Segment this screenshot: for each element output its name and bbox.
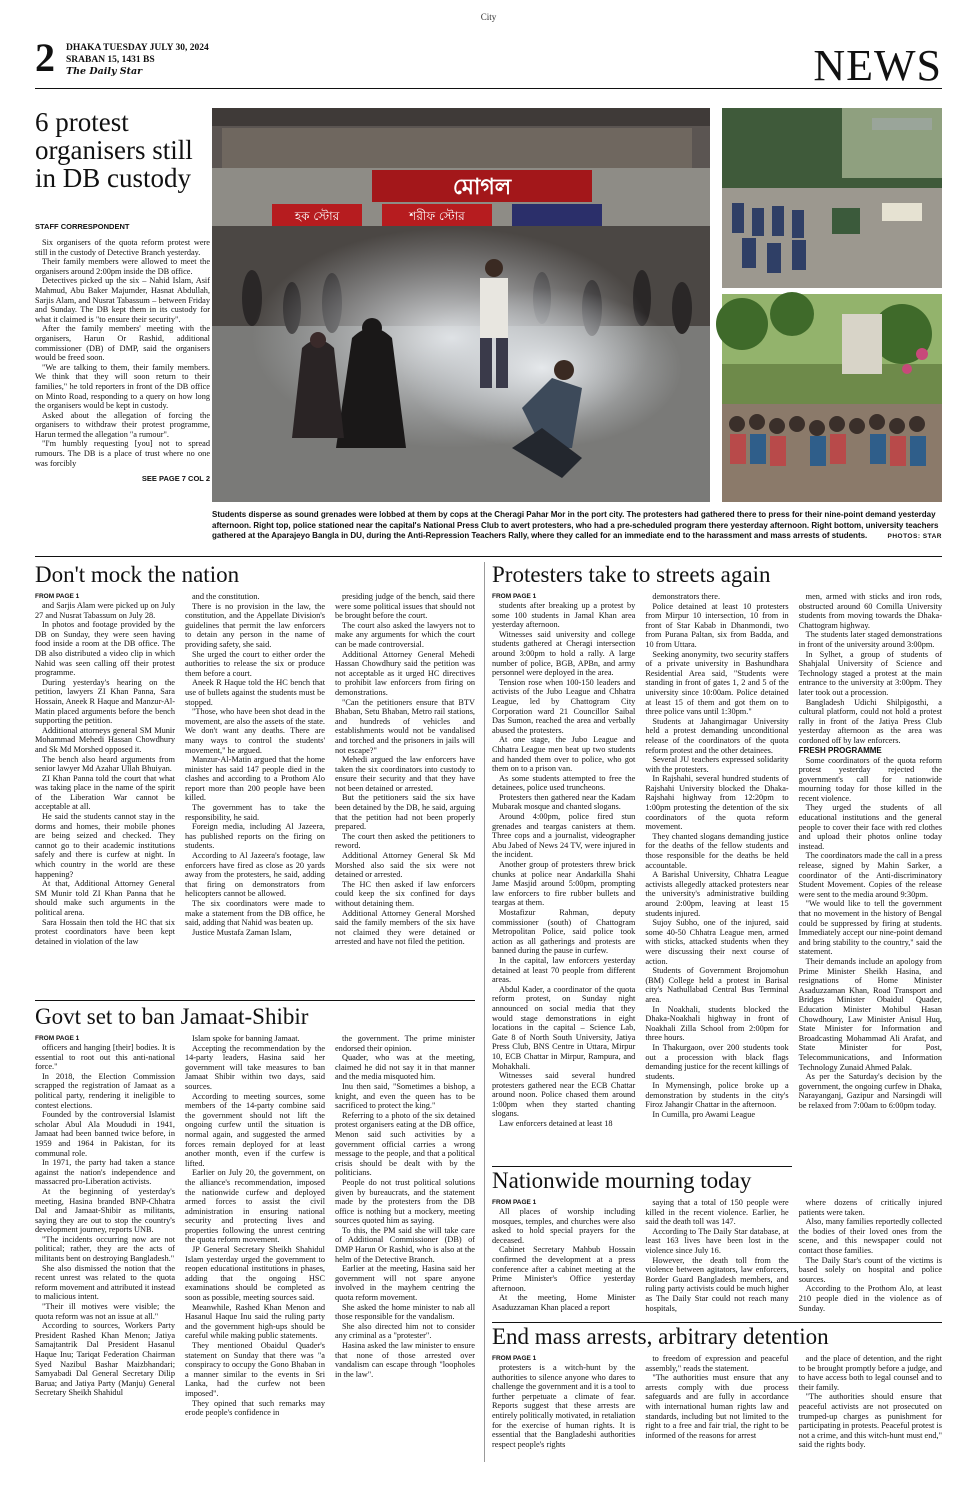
- paragraph: People do not trust political solutions given by bureaucrats, and the statement made by the protesters from the DB office is nothing but a mockery, meeting sources quoted him as saying.: [335, 1177, 475, 1226]
- mock-story: [35, 562, 475, 1028]
- streets-column: [798, 592, 942, 1110]
- jamaat-column: [185, 1034, 325, 1486]
- paragraph: According to The Daily Star database, at least 163 lives have been lost in the violence since July 16.: [645, 1226, 789, 1255]
- shop-sign-text: মোগল: [452, 175, 512, 200]
- streets-story: [492, 562, 942, 1129]
- paragraph: In Mymensingh, police broke up a demonstration by students in the city's Firoz Jahangir Chattar in the afternoon.: [645, 1081, 789, 1110]
- paragraph: They chanted slogans demanding justice for the deaths of the fellow students and those responsible for the deaths be held accountable.: [645, 831, 789, 870]
- paragraph: Witnesses said several hundred protesters gathered near the ECB Chattar around noon. Police chased them around 1:00pm when they started chanting slogans.: [492, 1071, 636, 1119]
- main-photo: [212, 108, 710, 502]
- paragraph: ZI Khan Panna told the court that what was taking place in the name of the spirit of the Liberation War cannot be acceptable at all.: [35, 773, 175, 812]
- teachers-rally-photo: [722, 294, 942, 502]
- paragraph: Mehedi argued the law enforcers have taken the six coordinators into custody to ensure their security and that they have not been detained or arrested.: [335, 755, 475, 793]
- paragraph: and the place of detention, and the right to be brought promptly before a judge, and to have access both to legal counsel and to their family.: [798, 1354, 942, 1392]
- arrests-column: [799, 1354, 942, 1484]
- paragraph: At the meeting, Home Minister Asaduzzaman Khan placed a report: [492, 1293, 636, 1312]
- dateline: [66, 42, 209, 78]
- paragraph: At the beginning of yesterday's meeting, Hasina branded BNP-Chhatra Dal and Jamaat-Shibir as militants, saying they are out to stop the country's development journey, reports UNB.: [35, 1186, 175, 1235]
- paragraph: "The incidents occurring now are not political; rather, they are the acts of militants bent on destroying Bangladesh.": [35, 1234, 175, 1264]
- lead-paragraph: Their family members were allowed to meet the organisers around 2:00pm inside the DB office.: [35, 257, 210, 276]
- shop-sign-text: শরীফ স্টোর: [409, 209, 465, 223]
- paragraph: Several JU teachers expressed solidarity with the protesters.: [645, 755, 789, 774]
- lead-paragraph: Detectives picked up the six – Nahid Islam, Asif Mahmud, Abu Baker Majumder, Hasnat Abdullah, Sarjis Alam, and Nusrat Tabassum – between Friday and Sunday. The DB kept them in its custody for what it claimed is "to ensure their security".: [35, 276, 210, 324]
- paragraph: "Those, who have been shot dead in the movement, are also the assets of the state. We don't want any deaths. There are many ways to control the students' movement," he argued.: [185, 707, 325, 755]
- paragraph: Another group of protesters threw brick chunks at police near Andarkilla Shahi Jame Masjid around 5:00pm, prompting law enforcers to fire rubber bullets and teargas at them.: [492, 860, 636, 908]
- police-photo: [722, 108, 942, 288]
- paragraph: Accepting the recommendation by the 14-party leaders, Hasina said her government will take measures to ban Jamaat Shibir within two days, said sources.: [185, 1043, 325, 1091]
- paragraph: In the capital, law enforcers yesterday detained at least 70 people from different areas.: [492, 955, 636, 985]
- paper-name: The Daily Star: [66, 66, 143, 77]
- paragraph: As some students attempted to free the detainees, police used truncheons.: [492, 773, 636, 793]
- date-line: DHAKA TUESDAY JULY 30, 2024: [66, 43, 209, 53]
- streets-column: [492, 592, 636, 1129]
- from-page-label: FROM PAGE 1: [35, 1035, 80, 1042]
- tear-gas-street-photo: [212, 108, 710, 502]
- paragraph: The students later staged demonstrations in front of the university around 3:00pm.: [798, 630, 942, 649]
- jamaat-headline: Govt set to ban Jamaat-Shibir: [35, 1004, 309, 1029]
- paragraph: According to sources, Workers Party President Rashed Khan Menon; Jatiya Samajtantrik Dal President Hasanul Haque Inu; Tariqat Federation Chairman Syed Nazibul Bashar Maizbhandari; Samyabadi Dal General Secretary Dilip Barua; and Jatiya Party (Manju) General Secretary Sheikh Shahidul: [35, 1321, 175, 1398]
- paragraph: The court then asked the petitioners to reword.: [335, 831, 475, 851]
- mourning-story: [492, 1168, 942, 1322]
- paragraph: She urged the court to either order the authorities to release the six or produce them before a court.: [185, 649, 325, 678]
- paragraph: Around 4:00pm, police fired stun grenades and teargas canisters at them. Three cops and a journalist, videographer Abu Jabed of News 24 TV, were injured in the incident.: [492, 812, 636, 860]
- paragraph: to freedom of expression and peaceful assembly," reads the statement.: [645, 1354, 789, 1373]
- paragraph: Students of Government Brojomohun (BM) College held a protest in Barisal city's Nathullabad Central Bus Terminal area.: [645, 966, 789, 1004]
- paragraph: Sujoy Subho, one of the injured, said some 40-50 Chhatra League men, armed with sticks, attacked students when they were discussing their next course of action.: [645, 918, 789, 966]
- mourning-column: [799, 1198, 942, 1322]
- paragraph: In Noakhali, students blocked the Dhaka-Noakhali highway in front of Noakhali Zilla School from 2:00pm for three hours.: [645, 1004, 789, 1043]
- paragraph: They urged the students of all educational institutions and the general people to cover their face with red clothes and upload their photos online today instead.: [798, 803, 942, 851]
- story-rule: [35, 1000, 475, 1001]
- from-page-label: FROM PAGE 1: [492, 1199, 537, 1206]
- paragraph: The six coordinators were made to make a statement from the DB office, he said, adding that Nahid was beaten up.: [185, 899, 325, 928]
- paragraph: Bangladesh Udichi Shilpigosthi, a cultural platform, could not hold a protest rally in front of the Jatiya Press Club yesterday afternoon as the area was cordoned off by law enforcers.: [798, 697, 942, 745]
- paragraph: She also dismissed the notion that the recent unrest was related to the quota reform movement and attributed it instead to malicious intent.: [35, 1263, 175, 1302]
- paragraph: Law enforcers detained at least 18: [499, 1119, 613, 1129]
- column-divider: [484, 562, 485, 1462]
- paragraph: In 1971, the party had taken a stance against the nation's independence and massacred pro-Liberation activists.: [35, 1158, 175, 1187]
- caption-text: Students disperse as sound grenades were lobbed at them by cops at the Cheragi Pahar Mor in the port city. The protesters had gathered there to press for their nine-point demand yesterday afternoon. Right top, police stationed near the capital's National Press Club to avert protesters, who had a pre-scheduled program there yesterday afternoon. Right bottom, university teachers gathered at the Aparajeyo Bangla in DU, during the Anti-Repression Teachers Rally, where they called for an immediate end to the harassment and mass arrests of students.: [212, 510, 939, 540]
- streets-column: [645, 592, 789, 1120]
- streets-headline: Protesters take to streets again: [492, 562, 771, 587]
- paragraph: In photos and footage provided by the DB on Sunday, they were seen having food inside a room at the DB office. The DB also distributed a video clip in which Nahid was seen calling off their protest programme.: [35, 620, 175, 678]
- paragraph: Earlier on July 20, the government, on the alliance's recommendation, imposed the nationwide curfew and deployed armed forces to assist the civil administration in ensuring national security and protecting lives and properties following the unrest centring the quota reform movement.: [185, 1168, 325, 1245]
- paragraph: Additional Attorney General Mehedi Hassan Chowdhury said the petition was not acceptable as it urged HC directives to prohibit law enforcers from firing on demonstrations.: [335, 649, 475, 697]
- paragraph: Founded by the controversial Islamist scholar Abul Ala Moududi in 1941, Jamaat had been banned twice before, in 1959 and 1964 in Pakistan, for its communal role.: [35, 1110, 175, 1158]
- paragraph: However, the death toll from the violence between agitators, law enforcers, Border Guard Bangladesh members, and ruling party activists could be much higher as The Daily Star could not reach many hospitals,: [645, 1255, 789, 1313]
- arrests-column: [645, 1354, 788, 1484]
- paragraph: Referring to a photo of the six detained protest organisers eating at the DB office, Menon said such activities by a government official carries a wrong message to the people, and that a political crisis should be dealt with by the politicians.: [335, 1110, 475, 1178]
- paragraph: In Sylhet, a group of students of Shahjalal University of Science and Technology staged a protest at the main entrance to the university at 3:00pm. They later took out a procession.: [798, 649, 942, 697]
- lead-body: [35, 238, 210, 483]
- paragraph: There is no provision in the law, the constitution, and the Appellate Division's guidelines that permit the law enforcers to detain any person in the name of providing safety, she said.: [185, 601, 325, 649]
- paragraph: A Barishal University, Chhatra League activists allegedly attacked protesters near the university's administrative building around 2:00pm, leaving at least 15 students injured.: [645, 870, 789, 918]
- paragraph: JP General Secretary Sheikh Shahidul Islam yesterday urged the government to reopen educational institutions in phases, adding that the ongoing HSC examinations should be completed as soon as possible, meeting sources said.: [185, 1245, 325, 1303]
- paragraph: At that, Additional Attorney General SM Munir told ZI Khan Panna that he should make such arguments in the political arena.: [35, 879, 175, 917]
- arrests-column: [492, 1354, 635, 1484]
- paragraph: According to Al Jazeera's footage, law enforcers have fired as close as 20 yards away from the protesters, he said, adding that firing on demonstrators from helicopters cannot be allowed.: [185, 851, 325, 899]
- paragraph: During yesterday's hearing on the petition, lawyers ZI Khan Panna, Sara Hossain, Aneek R Haque and Manzur-Al-Matin placed arguments before the bench supporting the petition.: [35, 677, 175, 726]
- lead-headline: 6 protest organisers still in DB custody: [35, 107, 193, 193]
- shop-sign-text: হক স্টোর: [294, 209, 340, 223]
- paragraph: "The authorities must ensure that any arrests comply with due process safeguards and are fully in accordance with international human rights law and standards, including but not limited to the right to a free and fair trial, the right to be informed of the reasons for arrest: [645, 1373, 789, 1440]
- arrests-headline: End mass arrests, arbitrary detention: [492, 1324, 829, 1349]
- paragraph: In 2018, the Election Commission scrapped the registration of Jamaat as a political party, rendering it ineligible to contest elections.: [35, 1071, 175, 1110]
- jamaat-column: [335, 1034, 475, 1486]
- photo-credit: PHOTOS: STAR: [887, 533, 942, 540]
- paragraph: The Daily Star's count of the victims is based solely on hospital and police sources.: [798, 1255, 942, 1284]
- section-label: NEWS: [813, 41, 942, 90]
- from-page-label: FROM PAGE 1: [492, 593, 537, 600]
- page-number: 2: [35, 35, 55, 80]
- masthead-rule: [35, 88, 942, 89]
- from-page-label: FROM PAGE 1: [492, 1355, 537, 1362]
- lead-byline: STAFF CORRESPONDENT: [35, 222, 130, 231]
- paragraph: The bench also heard arguments from senior lawyer Md Azahar Ullah Bhuiyan.: [35, 754, 175, 774]
- paragraph: The coordinators made the call in a press release, signed by Mahin Sarker, a coordinator of the Anti-discriminatory Student Movement. Copies of the release were sent to the media around 9:30pm.: [798, 851, 942, 899]
- paragraph: Protesters then gathered near the Kadam Mubarak mosque and chanted slogans.: [492, 792, 636, 812]
- paragraph: "Can the petitioners ensure that BTV Bhaban, Setu Bhaban, Metro rail stations, and hundreds of vehicles and establishments would not be vandalised and torched and the prisoners in jails will not escape?": [335, 697, 475, 755]
- paragraph: According to the Prothom Alo, at least 210 people died in the violence as of Sunday.: [798, 1284, 942, 1313]
- paragraph: Justice Mustafa Zaman Islam,: [192, 927, 292, 937]
- paragraph: men, armed with sticks and iron rods, obstructed around 60 Comilla University students from moving towards the Dhaka-Chattogram highway.: [798, 592, 942, 630]
- paragraph: She asked the home minister to nab all those responsible for the vandalism.: [335, 1302, 475, 1322]
- paragraph: They mentioned Obaidul Quader's statement on Sunday that there was "a conspiracy to occupy the Gono Bhaban in a manner similar to the events in Sri Lanka, had the curfew not been imposed".: [185, 1341, 325, 1398]
- paragraph: To this, the PM said she will take care of Additional Commissioner (DB) of DMP Harun Or Rashid, who is also at the helm of the Detective Branch.: [335, 1225, 475, 1264]
- paragraph: The HC then asked if law enforcers could keep the six confined for days without detaining them.: [335, 879, 475, 908]
- paragraph: Also, many families reportedly collected the bodies of their loved ones from the scene, and this newspaper could not contact those families.: [798, 1217, 942, 1255]
- paragraph: where dozens of critically injured patients were taken.: [798, 1198, 942, 1217]
- paragraph: and Sarjis Alam were picked up on July 27 and Nusrat Tabassum on July 28.: [35, 601, 175, 620]
- paragraph: They opined that such remarks may erode people's confidence in: [185, 1398, 325, 1418]
- paragraph: Mostafizur Rahman, deputy commissioner (south) of Chattogram Metropolitan Police, said police took action as all gatherings and protests are banned during the pause in curfew.: [492, 908, 636, 956]
- mourning-column: [645, 1198, 788, 1322]
- paragraph: Meanwhile, Rashed Khan Menon and Hasanul Haque Inu said the ruling party and the government high-ups should be careful while making public statements.: [185, 1302, 325, 1341]
- paragraph: Seeking anonymity, two security staffers of a private university in Bashundhara Residential Area said, "Students were standing in front of gates 1, 2 and 5 of the university since 10:00am. Police detained at least 15 of them and got them on to three police vans until 1:30pm.": [645, 649, 789, 717]
- paragraph: "Their ill motives were visible; the quota reform was not an issue at all.": [35, 1302, 175, 1321]
- paragraph: Foreign media, including Al Jazeera, has published reports on the firing on students.: [185, 822, 325, 851]
- paragraph: "We would like to tell the government that no movement in the history of Bengal could be suppressed by firing at students. Immediately accept our nine-point demand and bring stability to the country," said the statement.: [798, 899, 942, 957]
- lead-paragraph: "We are talking to them, their family members. We think that they will soon return to their families," he told reporters in front of the DB office on Minto Road, responding to a query on how long the organisers would be kept in custody.: [35, 362, 210, 411]
- paragraph: Students at Jahangirnagar University held a protest demanding unconditional release of the coordinators of the quota reform protest and the other detainees.: [645, 716, 789, 755]
- paragraph: Quader, who was at the meeting, claimed he did not say it in that manner and the media misquoted him.: [335, 1053, 475, 1082]
- mock-column: [185, 592, 325, 1028]
- from-page-label: FROM PAGE 1: [35, 593, 80, 600]
- paragraph: Tension rose when 100-150 leaders and activists of the Jubo League and Chhatra League, led by Chattogram City Corporation ward 21 Councillor Saibal Das Sumon, reached the area and verbally abused the protesters.: [492, 677, 636, 735]
- paragraph: The court also asked the lawyers not to make any arguments for which the court can be made controversial.: [335, 620, 475, 649]
- paragraph: As per the Saturday's decision by the government, the ongoing curfew in Dhaka, Narayanganj, Gazipur and Narsingdi will be relaxed from 7:00am to 6:00pm today.: [798, 1072, 942, 1110]
- story-rule: [492, 1166, 792, 1167]
- subheading: FRESH PROGRAMME: [798, 745, 882, 755]
- paragraph: In Rajshahi, several hundred students of Rajshahi University blocked the Dhaka-Rajshahi highway from 12:20pm to 1:00pm protesting the detention of the six coordinators of the quota reform movement.: [645, 774, 789, 832]
- paragraph: In Cumilla, pro Awami League: [652, 1110, 756, 1120]
- aparajeyo-bangla-rally-photo: [722, 294, 942, 502]
- story-rule: [492, 1322, 942, 1323]
- paragraph: Islam spoke for banning Jamaat.: [192, 1034, 300, 1043]
- mock-column: [335, 592, 475, 1028]
- paragraph: Witnesses said university and college students gathered at Cheragi intersection around 3:00pm to hold a rally. A large number of police, BGB, APBn, and army personnel were deployed in the area.: [492, 629, 636, 678]
- mock-headline: Don't mock the nation: [35, 562, 240, 587]
- lead-paragraph: "I'm humbly requesting [you] not to spread rumours. The DB is a place of trust where no one was forcibly: [35, 439, 210, 468]
- paragraph: Earlier at the meeting, Hasina said her government will not spare anyone involved in the mayhem centring the quota reform movement.: [335, 1264, 475, 1303]
- paragraph: Additional attorneys general SM Munir Mohammad Mehedi Hassan Chowdhury and Sk Md Morshed opposed it.: [35, 725, 175, 754]
- mourning-headline: Nationwide mourning today: [492, 1168, 752, 1193]
- mourning-column: [492, 1198, 635, 1322]
- paragraph: He said the students cannot stay in the dorms and homes, their mobile phones are being seized and checked. They cannot go to their academic institutions safely and there is curfew at night. In which country in the world are these happening?: [35, 812, 175, 879]
- paragraph: and the constitution.: [192, 592, 260, 601]
- photo-caption: [212, 510, 942, 543]
- paragraph: In Thakurgaon, over 200 students took out a procession with black flags demanding justice for the recent killings of students.: [645, 1042, 789, 1081]
- lead-paragraph: Six organisers of the quota reform protest were still in the custody of Detective Branch yesterday.: [35, 238, 210, 257]
- paragraph: The government has to take the responsibility, he said.: [185, 803, 325, 822]
- bangla-date: SRABAN 15, 1431 BS: [66, 55, 155, 65]
- paragraph: At one stage, the Jubo League and Chhatra League men beat up two students and handed them over to police, who got them on to a prison van.: [492, 735, 636, 774]
- paragraph: But the petitioners said the six have been detained by the DB, he said, arguing that the petition had not been properly prepared.: [335, 793, 475, 832]
- lead-paragraph: Asked about the allegation of forcing the organisers to withdraw their protest programme, Harun termed the allegation "a rumour".: [35, 410, 210, 439]
- paragraph: Additional Attorney General Morshed said the family members of the six have not claimed they were detained or arrested and have not filed the petition.: [335, 908, 475, 947]
- jamaat-column: [35, 1034, 175, 1486]
- paragraph: According to meeting sources, some members of the 14-party combine said the government should not lift the ongoing curfew until the situation is normal again, and suggested the armed forces remain deployed for at least another month, even if the curfew is lifted.: [185, 1091, 325, 1168]
- paragraph: Hasina asked the law minister to ensure that none of those arrested over vandalism can escape through "loopholes in the law".: [335, 1341, 475, 1379]
- paragraph: Aneek R Haque told the HC bench that use of bullets against the students must be stopped.: [185, 678, 325, 707]
- paragraph: saying that a total of 150 people were killed in the recent violence. Earlier, he said the death toll was 147.: [645, 1198, 789, 1227]
- paragraph: Police detained at least 10 protesters from Mirpur 10 intersection, 10 from in front of Star Kabab in Dhanmondi, two from Purana Paltan, six from Badda, and 10 from Uttara.: [645, 601, 789, 649]
- paragraph: Cabinet Secretary Mahbub Hossain confirmed the development at a press conference after a cabinet meeting at the Prime Minister's Office yesterday afternoon.: [492, 1245, 636, 1293]
- paragraph: students after breaking up a protest by some 100 students in Jamal Khan area yesterday afternoon.: [492, 601, 636, 630]
- paragraph: Abdul Kader, a coordinator of the quota reform protest, on Sunday night announced on social media that they would stage demonstrations in eight locations in the capital – Science Lab, Gate 8 of North South University, Jatiya Press Club, BNS Centre in Uttara, Mirpur 10, ECB Chattar in Mirpur, Rampura, and Mohakhali.: [492, 984, 636, 1071]
- police-near-press-club-photo: [722, 108, 942, 288]
- paragraph: protesters is a witch-hunt by the authorities to silence anyone who dares to challenge the government and it is a tool to further perpetuate a climate of fear. Reports suggest that these arrests are entirely politically motivated, in retaliation for the exercise of human rights. It is essential that the Bangladeshi authorities respect people's rights: [492, 1363, 636, 1449]
- paragraph: "The authorities should ensure that peaceful activists are not prosecuted on trumped-up charges as punishment for participating in protests. Peaceful protest is not a crime, and this witch-hunt must end," said the rights body.: [798, 1392, 942, 1450]
- lead-paragraph: After the family members' meeting with the organisers, Harun Or Rashid, additional commissioner (DB) of DMP, said the organisers would be freed soon.: [35, 324, 210, 363]
- jamaat-story: [35, 1004, 475, 1486]
- see-page-link[interactable]: SEE PAGE 7 COL 2: [141, 474, 210, 484]
- paragraph: officers and hanging [their] bodies. It is essential to root out this anti-national force.": [35, 1043, 175, 1072]
- paragraph: Some coordinators of the quota reform protest yesterday rejected the government's call for nationwide mourning today for those killed in the recent violence.: [798, 755, 942, 803]
- paragraph: Manzur-Al-Matin argued that the home minister has said 147 people died in the clashes and according to a Prothom Alo report more than 200 people have been killed.: [185, 755, 325, 803]
- section-rule: [35, 556, 942, 557]
- section-name: City: [480, 12, 497, 22]
- paragraph: All places of worship including mosques, temples, and churches were also asked to hold special prayers for the deceased.: [492, 1207, 636, 1245]
- arrests-story: [492, 1324, 942, 1484]
- paragraph: Their demands include an apology from Prime Minister Sheikh Hasina, and resignations of Home Minister Asaduzzaman Khan, Road Transport and Bridges Minister Obaidul Quader, Education Minister Mohibul Hasan Chowdhoury, Law Minister Anisul Huq, State Minister for Information and Broadcasting Mohammad Ali Arafat, and State Minister for Post, Telecommunications, and Information Technology Zunaid Ahmed Palak.: [798, 956, 942, 1072]
- mock-column: [35, 592, 175, 1028]
- paragraph: demonstrators there.: [652, 592, 721, 601]
- paragraph: Inu then said, "Sometimes a bishop, a knight, and even the queen has to be sacrificed to protect the king.": [335, 1081, 475, 1111]
- paragraph: the government. The prime minister endorsed their opinion.: [335, 1034, 475, 1053]
- paragraph: presiding judge of the bench, said there were some political issues that should not be brought before the court.: [335, 592, 475, 621]
- paragraph: Sara Hossain then told the HC that six protest coordinators have been kept detained in violation of the law: [35, 917, 175, 946]
- paragraph: Additional Attorney General Sk Md Morshed also said the six were not detained or arrested.: [335, 851, 475, 880]
- paragraph: She also directed him not to consider any criminal as a "protester".: [335, 1321, 475, 1341]
